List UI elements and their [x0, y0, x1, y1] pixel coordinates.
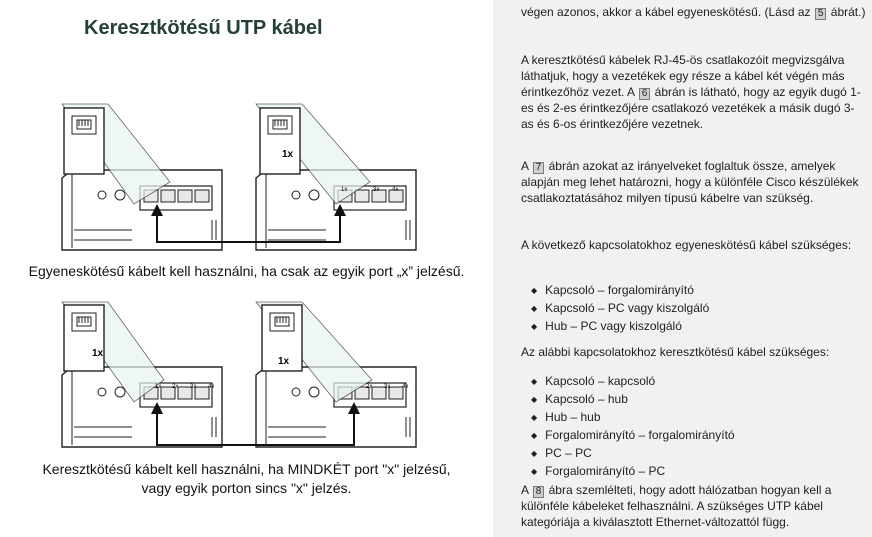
port-label: 4x [392, 187, 399, 193]
caption-cross-line1: Keresztkötésű kábelt kell használni, ha MINDKÉT port "x" jelzésű, [42, 461, 451, 477]
jack-label-top-right: 1x [282, 149, 294, 160]
page-title: Keresztkötésű UTP kábel [84, 17, 323, 39]
caption-straight: Egyeneskötésű kábelt kell használni, ha csak az egyik port „x” jelzésű. [28, 263, 465, 279]
port-label: 2x [366, 384, 373, 390]
cross-cable-list [531, 373, 735, 481]
figure-link-7[interactable]: 7 [533, 162, 545, 174]
list-item: ◆ Hub – PC vagy kiszolgáló [531, 318, 709, 336]
port-label: 3x [190, 384, 197, 390]
jack-top-left [64, 108, 104, 174]
straight-cable-list [531, 282, 709, 336]
paragraph-5: A 8 ábra szemlélteti, hogy adott hálózatban hogyan kell a különféle kábeleket felhasználni. A szükséges UTP kábel kategóriája a kiválasztott Ethernet-változattól függ. [521, 483, 832, 529]
figure-link-8[interactable]: 8 [533, 486, 545, 498]
jack-label-bottom-right: 1x [278, 356, 290, 367]
port-label: 1x [341, 187, 348, 193]
paragraph-1: A keresztkötésű kábelek RJ-45-ös csatlakozóit megvizsgálva láthatjuk, hogy a vezetékek egy része a kábel két végén más érintkezőhöz vezet. A 6 ábrán is látható, hogy az egyik dugó 1-es és 2-es érintkezőjére csatlakozó vezetékek a másik dugó 3-as és 6-os érintkezőjére vezetnek. [521, 53, 861, 131]
caption-cross [0, 460, 493, 498]
paragraph-2: A 7 ábrán azokat az irányelveket foglaltuk össze, amelyek alapján meg lehet határozni, hogy a különféle Cisco készülékek csatlakoztatásához milyen típusú kábelre van szükség. [521, 159, 859, 205]
paragraph-0: végen azonos, akkor a kábel egyeneskötésű. (Lásd az 5 ábrát.) [521, 5, 866, 19]
list-item: ◆ Forgalomirányító – PC [531, 463, 735, 481]
paragraph-4: Az alábbi kapcsolatokhoz keresztkötésű kábel szükséges: [521, 345, 830, 359]
list-item: ◆ Forgalomirányító – forgalomirányító [531, 427, 735, 445]
port-label: 4x [208, 384, 215, 390]
list-item: ◆ PC – PC [531, 445, 735, 463]
list-item: ◆ Kapcsoló – PC vagy kiszolgáló [531, 300, 709, 318]
port-label: 3x [373, 187, 380, 193]
list-item: ◆ Hub – hub [531, 409, 735, 427]
figure-link-6[interactable]: 6 [639, 88, 651, 100]
jack-top-right [260, 108, 300, 174]
list-item: ◆ Kapcsoló – hub [531, 391, 735, 409]
port-label: 1x [155, 384, 162, 390]
jack-bottom-left [64, 305, 104, 371]
caption-cross-line2: vagy egyik porton sincs "x" jelzés. [141, 480, 352, 496]
port-label: 4x [402, 384, 409, 390]
list-item: ◆ Kapcsoló – forgalomirányító [531, 282, 709, 300]
port-label: 3x [384, 384, 391, 390]
port-label: 2x [172, 384, 179, 390]
jack-label-bottom-left: 1x [92, 348, 104, 359]
paragraph-3: A következő kapcsolatokhoz egyeneskötésű kábel szükséges: [521, 238, 852, 252]
figure-link-5[interactable]: 5 [815, 8, 827, 20]
list-item: ◆ Kapcsoló – kapcsoló [531, 373, 735, 391]
